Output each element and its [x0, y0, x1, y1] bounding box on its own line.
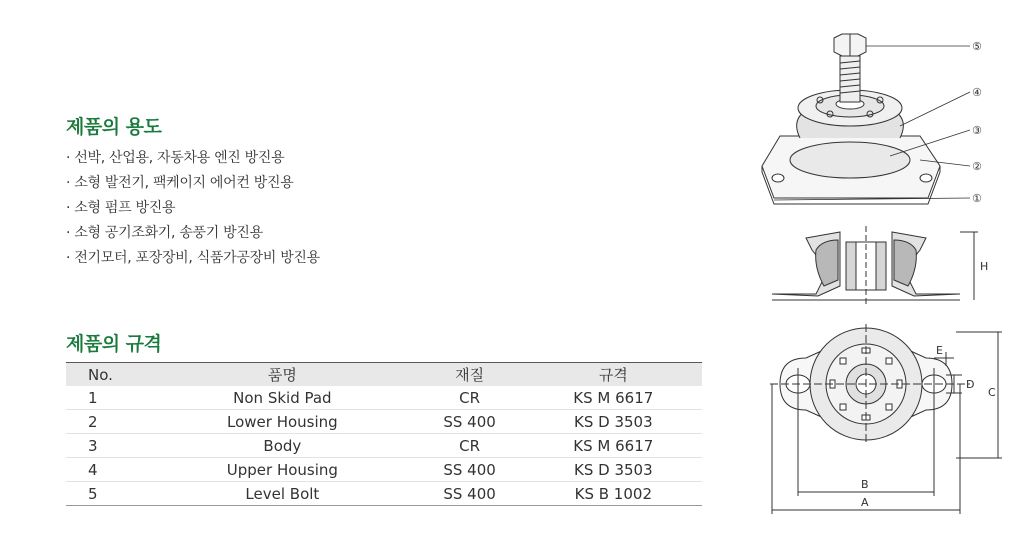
cell-name: Level Bolt [150, 482, 414, 506]
cell-material: CR [415, 386, 525, 410]
uses-item: · 소형 발전기, 팩케이지 에어컨 방진용 [66, 171, 320, 196]
uses-list [66, 146, 320, 271]
dimension-e-label: E [936, 344, 943, 357]
cross-section-view [772, 226, 978, 306]
cell-standard: KS M 6617 [525, 434, 702, 458]
dimension-a-label: A [861, 496, 869, 509]
callout-4: ④ [972, 86, 982, 99]
cell-name: Non Skid Pad [150, 386, 414, 410]
cell-standard: KS D 3503 [525, 458, 702, 482]
callout-3: ③ [972, 124, 982, 137]
dimension-b-label: B [861, 478, 869, 491]
uses-item: · 전기모터, 포장장비, 식품가공장비 방진용 [66, 246, 320, 271]
col-header-material: 재질 [415, 363, 525, 387]
uses-item: · 소형 펌프 방진용 [66, 196, 320, 221]
dimension-h-label: H [980, 260, 989, 273]
cell-standard: KS B 1002 [525, 482, 702, 506]
spec-header-row [66, 363, 702, 387]
col-header-standard: 규격 [525, 363, 702, 387]
cell-material: CR [415, 434, 525, 458]
cell-standard: KS M 6617 [525, 386, 702, 410]
table-row [66, 410, 702, 434]
cell-name: Lower Housing [150, 410, 414, 434]
dimension-d-label: D [966, 378, 975, 391]
isometric-view [762, 34, 940, 204]
col-header-name: 품명 [150, 363, 414, 387]
spec-table [66, 362, 702, 506]
table-row [66, 386, 702, 410]
callout-2: ② [972, 160, 982, 173]
callout-5: ⑤ [972, 40, 982, 53]
cell-material: SS 400 [415, 458, 525, 482]
uses-item: · 소형 공기조화기, 송풍기 방진용 [66, 221, 320, 246]
table-row [66, 434, 702, 458]
uses-item: · 선박, 산업용, 자동차용 엔진 방진용 [66, 146, 320, 171]
cell-no: 4 [66, 458, 150, 482]
table-row [66, 482, 702, 506]
table-row [66, 458, 702, 482]
mount-technical-drawing [760, 28, 1020, 518]
cell-no: 2 [66, 410, 150, 434]
uses-title: 제품의 용도 [66, 116, 162, 138]
cell-material: SS 400 [415, 482, 525, 506]
callout-1: ① [972, 192, 982, 205]
cell-no: 5 [66, 482, 150, 506]
cell-no: 3 [66, 434, 150, 458]
cell-material: SS 400 [415, 410, 525, 434]
cell-standard: KS D 3503 [525, 410, 702, 434]
cell-name: Upper Housing [150, 458, 414, 482]
cell-name: Body [150, 434, 414, 458]
col-header-no: No. [66, 363, 150, 387]
spec-title: 제품의 규격 [66, 333, 162, 355]
dimension-c-label: C [988, 386, 996, 399]
plan-view [770, 324, 1002, 514]
cell-no: 1 [66, 386, 150, 410]
